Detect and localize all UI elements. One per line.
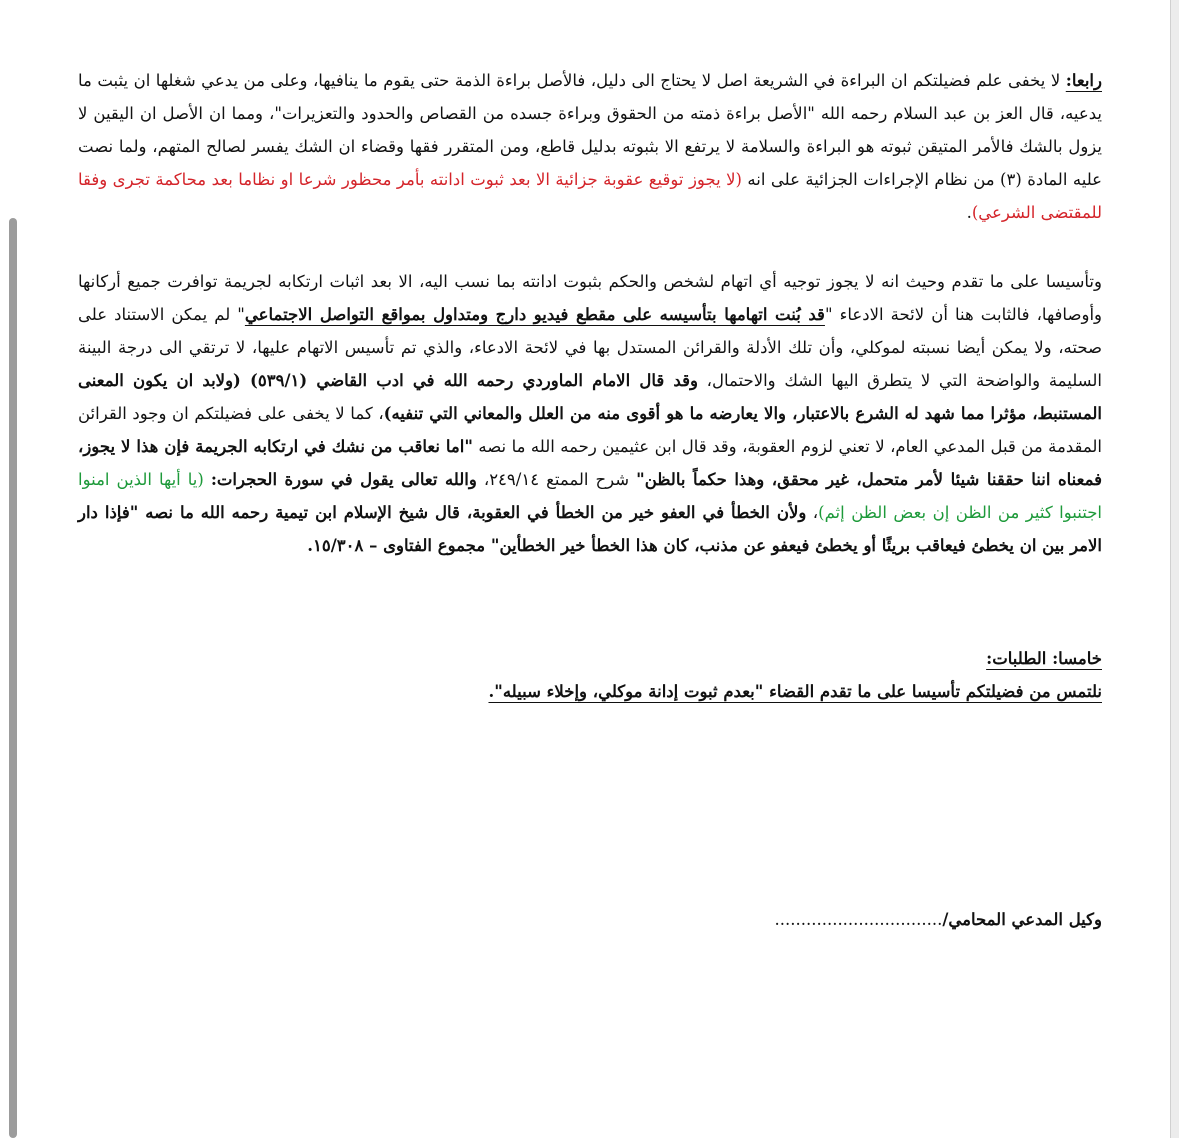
scrollbar-thumb[interactable] [9,218,17,1138]
paragraph-fourth [78,64,1102,229]
reasoning-text-4: شرح الممتع ٢٤٩/١٤، [476,470,637,489]
document-body [78,64,1102,936]
reasoning-text-3: ، كما لا يخفى على فضيلتكم ان وجود القرائن المقدمة من قبل المدعي العام، لا تعني لزوم العقوبة، وقد قال ابن عثيمين رحمه الله ما نصه [78,404,1102,456]
mawardi-quote: وقد قال الامام الماوردي رحمه الله في ادب القاضي (٥٣٩/١) (ولابد ان يكون المعنى المستنبط، مؤثرا مما شهد له الشرع بالاعتبار، والا يعارضه ما هو أقوى منه من العلل والمعاني التي تنفيه) [78,371,1102,423]
section-requests [78,642,1102,675]
signature-label: وكيل المدعي المحامي/ [942,910,1102,929]
requests-line [78,675,1102,708]
requests-title: خامسا: الطلبات: [986,649,1102,668]
paragraph-fourth-text: لا يخفى علم فضيلتكم ان البراءة في الشريعة اصل لا يحتاج الى دليل، فالأصل براءة الذمة حتى يقوم ما ينافيها، وعلى من يدعي شغلها ان يثبت ما يدعيه، قال العز بن عبد السلام رحمه الله "الأصل براءة ذمته من الحقوق وبراءة جسده من القصاص والحدود والتعزيرات"، ومما ان الأصل ان اليقين لا يزول بالشك فالأمر المتيقن ثبوته هو البراءة والسلامة لا يرتفع الا بثبوته بدليل قاطع، ومن المتقرر فقها وقضاء ان الشك يفسر لصالح المتهم، ولما نصت عليه المادة (٣) من نظام الإجراءات الجزائية على انه [78,71,1102,189]
paragraph-reasoning [78,265,1102,562]
signature-dots: ................................ [774,910,943,929]
article-3-quote: (لا يجوز توقيع عقوبة جزائية الا بعد ثبوت ادانته بأمر محظور شرعا او نظاما بعد محاكمة تجرى وفقا للمقتضى الشرعي) [78,170,1102,222]
surah-reference: والله تعالى يقول في سورة الحجرات: [210,470,477,489]
reasoning-text-1: وتأسيسا على ما تقدم وحيث انه لا يجوز توجيه أي اتهام لشخص والحكم بثبوت ادانته بما نسب اليه، الا بعد اثبات ارتكابه لجريمة توافرت جميع أركانها وأوصافها، فالثابت هنا أن لائحة الادعاء " [78,272,1102,324]
reasoning-text-2: " لم يمكن الاستناد على صحته، ولا يمكن أيضا نسبته لموكلي، وأن تلك الأدلة والقرائن المستدل بها في لائحة الادعاء، والذي تم تأسيس الاتهام عليها، لا ترتقي الى درجة البينة السليمة والواضحة التي لا يتطرق اليها الشك والاحتمال، [78,305,1102,390]
ibn-taymiyyah-quote: ولأن الخطأ في العفو خير من الخطأ في العقوبة، قال شيخ الإسلام ابن تيمية رحمه الله ما نصه "فإذا دار الامر بين ان يخطئ فيعاقب بريئًا أو يخطئ فيعفو عن مذنب، كان هذا الخطأ خير الخطأين" مجموع الفتاوى – ١٥/٣٠٨. [78,503,1102,555]
scrollbar[interactable] [0,0,22,1138]
paragraph-fourth-label: رابعا: [1065,71,1102,90]
signature-line [78,903,1102,936]
reasoning-text-5: ، [806,503,819,522]
accusation-basis: قد بُنت اتهامها بتأسيسه على مقطع فيديو دارج ومتداول بمواقع التواصل الاجتماعي [244,305,825,324]
quran-verse: (يا أيها الذين امنوا اجتنبوا كثير من الظن إن بعض الظن إثم) [78,470,1102,522]
requests-text: نلتمس من فضيلتكم تأسيسا على ما تقدم القضاء "بعدم ثبوت إدانة موكلي، وإخلاء سبيله". [488,682,1102,701]
ibn-uthaymeen-quote: "اما نعاقب من نشك في ارتكابه الجريمة فإن هذا لا يجوز، فمعناه اننا حققنا شيئا لأمر متحمل، غير محقق، وهذا حكماً بالظن" [78,437,1103,489]
paragraph-fourth-end: . [966,203,972,222]
